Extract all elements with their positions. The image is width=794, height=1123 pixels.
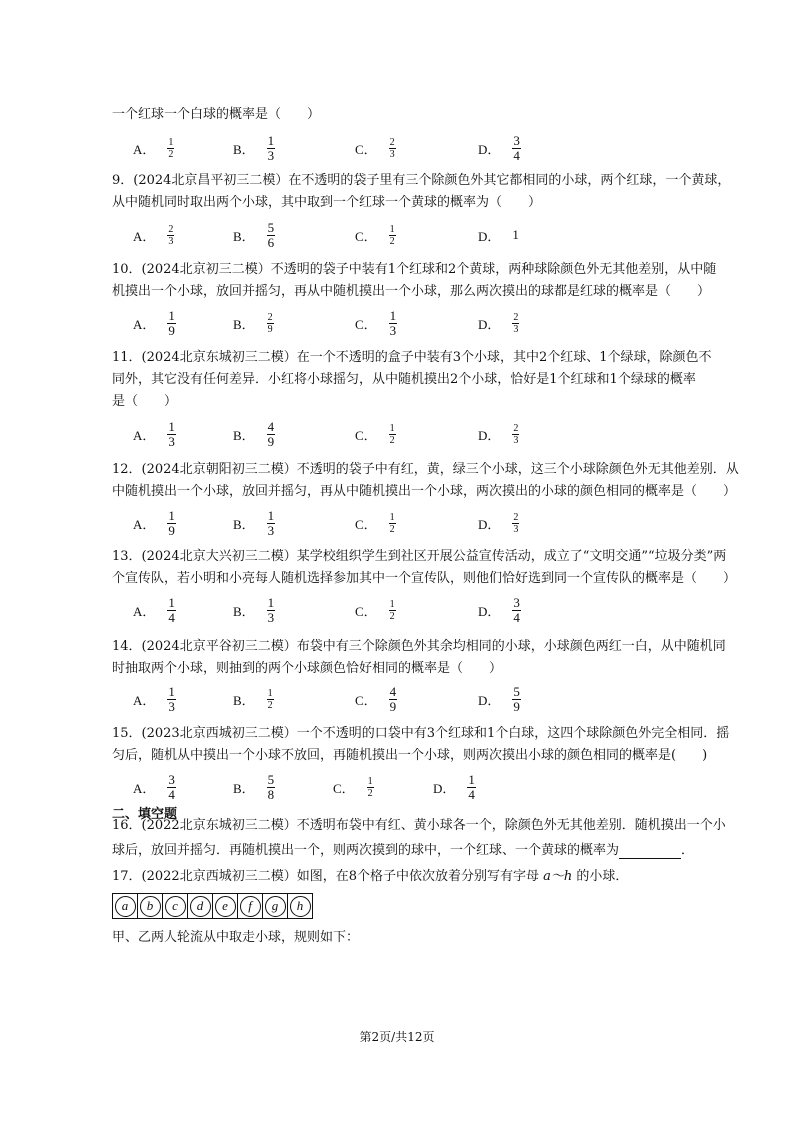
fraction bbox=[267, 221, 276, 250]
fraction-denominator: 3 bbox=[267, 609, 275, 625]
ball-h: h bbox=[290, 896, 311, 917]
fraction bbox=[389, 423, 396, 446]
fraction-denominator: 3 bbox=[389, 322, 397, 338]
answer-option[interactable] bbox=[478, 132, 521, 164]
fraction-numerator: 3 bbox=[513, 132, 520, 148]
answer-options bbox=[133, 132, 693, 164]
answer-options bbox=[133, 307, 693, 339]
option-value: 1 bbox=[512, 227, 519, 242]
answer-option[interactable] bbox=[133, 219, 174, 251]
fraction bbox=[267, 688, 274, 711]
answer-option[interactable] bbox=[478, 307, 519, 339]
option-label: C． bbox=[355, 228, 377, 244]
answer-option[interactable] bbox=[355, 418, 396, 450]
answer-option[interactable] bbox=[233, 683, 274, 715]
option-label: B． bbox=[233, 427, 255, 443]
fraction bbox=[389, 309, 398, 338]
ball-grid bbox=[112, 893, 313, 919]
answer-option[interactable] bbox=[233, 771, 275, 803]
question-text-line: 个宣传队，若小明和小亮每人随机选择参加其中一个宣传队，则他们恰好选到同一个宣传队的概率是（ ） bbox=[112, 571, 737, 586]
fraction-denominator: 2 bbox=[168, 148, 174, 160]
fraction bbox=[167, 137, 174, 160]
grid-cell bbox=[213, 894, 238, 918]
option-label: C． bbox=[355, 316, 377, 332]
fraction-numerator: 4 bbox=[267, 418, 275, 434]
option-label: D． bbox=[478, 603, 501, 619]
q16-line-2-text: 球后，放回并摇匀．再随机摸出一个，则两次摸到的球中，一个红球、一个黄球的概率为 bbox=[112, 843, 620, 858]
fraction-numerator: 1 bbox=[267, 687, 273, 699]
ball-f: f bbox=[240, 896, 261, 917]
fraction-denominator: 9 bbox=[267, 433, 275, 449]
answer-option[interactable] bbox=[333, 771, 374, 803]
answer-option[interactable] bbox=[233, 219, 275, 251]
fraction-numerator: 1 bbox=[389, 223, 395, 235]
option-label: B． bbox=[233, 141, 255, 157]
option-label: A． bbox=[133, 516, 156, 532]
fraction bbox=[167, 773, 176, 802]
fraction-numerator: 4 bbox=[389, 683, 397, 699]
fraction-denominator: 3 bbox=[513, 523, 519, 535]
option-label: B． bbox=[233, 316, 255, 332]
fraction-denominator: 2 bbox=[389, 235, 395, 247]
option-label: D． bbox=[433, 780, 456, 796]
option-label: A． bbox=[133, 603, 156, 619]
option-label: B． bbox=[233, 692, 255, 708]
grid-cell bbox=[188, 894, 213, 918]
option-label: C． bbox=[355, 516, 377, 532]
fraction-numerator: 1 bbox=[367, 775, 373, 787]
fraction bbox=[267, 312, 274, 335]
option-label: D． bbox=[478, 692, 501, 708]
answer-option[interactable] bbox=[133, 418, 176, 450]
option-label: C． bbox=[355, 427, 377, 443]
answer-option[interactable] bbox=[355, 507, 396, 539]
fraction bbox=[512, 423, 519, 446]
option-label: A． bbox=[133, 780, 156, 796]
answer-option[interactable] bbox=[478, 594, 521, 626]
ball-a: a bbox=[115, 896, 136, 917]
fraction-numerator: 1 bbox=[389, 511, 395, 523]
fraction bbox=[267, 596, 276, 625]
fraction-numerator: 3 bbox=[168, 771, 175, 787]
answer-option[interactable] bbox=[433, 771, 476, 803]
fraction-denominator: 3 bbox=[168, 433, 175, 449]
question-text-line: 14．(2024北京平谷初三二模）布袋中有三个除颜色外其余均相同的小球，小球颜色两红一白，从中随机同 bbox=[112, 639, 726, 654]
option-label: B． bbox=[233, 516, 255, 532]
answer-options bbox=[133, 418, 693, 450]
fraction-denominator: 2 bbox=[367, 787, 373, 799]
option-label: A． bbox=[133, 692, 156, 708]
fraction-numerator: 1 bbox=[267, 132, 275, 148]
answer-blank bbox=[619, 846, 681, 859]
fraction-denominator: 2 bbox=[389, 523, 395, 535]
option-label: A． bbox=[133, 427, 156, 443]
fraction bbox=[389, 137, 396, 160]
fraction-denominator: 4 bbox=[468, 786, 475, 802]
question-text-line: 15．(2023北京西城初三二模）一个不透明的口袋中有3个红球和1个白球，这四个球除颜色外完全相同．摇 bbox=[112, 726, 730, 741]
answer-option[interactable] bbox=[233, 418, 275, 450]
answer-option[interactable] bbox=[133, 594, 176, 626]
answer-option[interactable] bbox=[233, 507, 275, 539]
fraction bbox=[167, 685, 176, 714]
fraction-denominator: 4 bbox=[513, 609, 520, 625]
fraction bbox=[267, 420, 276, 449]
option-label: B． bbox=[233, 228, 255, 244]
fraction bbox=[512, 596, 521, 625]
section-heading: 二、填空题 bbox=[112, 807, 178, 822]
fraction bbox=[512, 312, 519, 335]
question-text-line: 是（ ） bbox=[112, 394, 178, 409]
answer-option[interactable] bbox=[133, 771, 176, 803]
question-text-line: 11．(2024北京东城初三二模）在一个不透明的盒子中装有3个小球，其中2个红球、1个绿球，除颜色不 bbox=[112, 350, 712, 365]
fraction-denominator: 4 bbox=[513, 147, 520, 163]
fraction bbox=[167, 420, 176, 449]
answer-option[interactable] bbox=[233, 594, 275, 626]
fraction bbox=[467, 773, 476, 802]
fraction bbox=[512, 134, 521, 163]
ball-b: b bbox=[140, 896, 161, 917]
answer-options bbox=[133, 507, 693, 539]
fraction-numerator: 5 bbox=[267, 771, 275, 787]
answer-option[interactable] bbox=[133, 507, 176, 539]
option-label: D． bbox=[478, 228, 501, 244]
option-label: C． bbox=[355, 692, 377, 708]
fraction bbox=[389, 512, 396, 535]
fraction bbox=[389, 685, 398, 714]
q16-line-2: 球后，放回并摇匀．再随机摸出一个，则两次摸到的球中，一个红球、一个黄球的概率为 ． bbox=[112, 843, 695, 858]
answer-option[interactable] bbox=[478, 507, 519, 539]
q16-line-1: 16．(2022北京东城初三二模）不透明布袋中有红、黄小球各一个，除颜色外无其他差别．随机摸出一个小 bbox=[112, 818, 726, 833]
grid-cell bbox=[263, 894, 288, 918]
q17-line-2: 甲、乙两人轮流从中取走小球，规则如下： bbox=[112, 930, 360, 945]
fraction-denominator: 3 bbox=[513, 323, 519, 335]
question-text-line: 10．(2024北京初三二模）不透明的袋子中装有1个红球和2个黄球，两种球除颜色外无其他差别，从中随 bbox=[112, 262, 717, 277]
fraction-denominator: 3 bbox=[267, 522, 275, 538]
answer-option[interactable] bbox=[233, 132, 275, 164]
question-text-line: 中随机摸出一个小球，放回并摇匀，再从中随机摸出一个小球，两次摸出的小球的颜色相同的概率是（ ） bbox=[112, 484, 737, 499]
question-text-line: 13．(2024北京大兴初三二模）某学校组织学生到社区开展公益宣传活动，成立了“文明交通”“垃圾分类”两 bbox=[112, 549, 727, 564]
fraction-denominator: 2 bbox=[389, 434, 395, 446]
grid-cell bbox=[138, 894, 163, 918]
answer-option[interactable] bbox=[478, 683, 521, 715]
answer-option[interactable] bbox=[355, 307, 397, 339]
answer-option[interactable] bbox=[133, 683, 176, 715]
option-label: D． bbox=[478, 316, 501, 332]
fraction-numerator: 1 bbox=[468, 771, 475, 787]
fraction bbox=[267, 509, 276, 538]
ball-d: d bbox=[190, 896, 211, 917]
fraction bbox=[389, 224, 396, 247]
fraction-denominator: 4 bbox=[168, 609, 175, 625]
fraction-numerator: 5 bbox=[513, 683, 520, 699]
fraction bbox=[267, 134, 276, 163]
fraction-numerator: 1 bbox=[389, 598, 395, 610]
q17-line-1: 17．(2022北京西城初三二模）如图，在8个格子中依次放着分别写有字母 a～h 的小球． bbox=[112, 869, 629, 884]
fraction-numerator: 2 bbox=[168, 223, 174, 235]
fraction-numerator: 2 bbox=[513, 511, 519, 523]
fraction-denominator: 2 bbox=[389, 610, 395, 622]
fraction bbox=[167, 596, 176, 625]
answer-options bbox=[133, 771, 693, 803]
fraction-denominator: 6 bbox=[267, 234, 275, 250]
fraction-numerator: 1 bbox=[267, 507, 275, 523]
option-label: D． bbox=[478, 141, 501, 157]
answer-options bbox=[133, 683, 693, 715]
fraction bbox=[512, 685, 521, 714]
answer-option[interactable] bbox=[355, 219, 396, 251]
question-text-line: 时抽取两个小球，则抽到的两个小球颜色恰好相同的概率是（ ） bbox=[112, 661, 503, 676]
fraction-denominator: 3 bbox=[168, 235, 174, 247]
answer-options bbox=[133, 219, 693, 251]
fraction-numerator: 3 bbox=[513, 594, 520, 610]
answer-options bbox=[133, 594, 693, 626]
answer-option[interactable] bbox=[233, 307, 274, 339]
ball-e: e bbox=[215, 896, 236, 917]
fraction bbox=[389, 599, 396, 622]
fraction-numerator: 1 bbox=[168, 307, 175, 323]
fraction-numerator: 2 bbox=[267, 311, 273, 323]
page-footer: 第2页/共12页 bbox=[359, 1030, 435, 1044]
fraction bbox=[167, 224, 174, 247]
fraction bbox=[367, 776, 374, 799]
fraction-denominator: 2 bbox=[267, 699, 273, 711]
fraction-numerator: 1 bbox=[168, 594, 175, 610]
question-text-line: 从中随机同时取出两个小球，其中取到一个红球一个黄球的概率为（ ） bbox=[112, 195, 542, 210]
option-label: A． bbox=[133, 141, 156, 157]
answer-option[interactable] bbox=[355, 683, 397, 715]
fraction-denominator: 8 bbox=[267, 786, 275, 802]
answer-option[interactable] bbox=[355, 594, 396, 626]
fraction-denominator: 9 bbox=[513, 698, 520, 714]
fraction-denominator: 3 bbox=[513, 434, 519, 446]
answer-option[interactable] bbox=[478, 219, 519, 251]
option-label: B． bbox=[233, 780, 255, 796]
fraction-denominator: 9 bbox=[389, 698, 397, 714]
fraction-numerator: 1 bbox=[168, 418, 175, 434]
fraction-numerator: 1 bbox=[168, 136, 174, 148]
grid-cell bbox=[288, 894, 312, 918]
question-text-line: 9．(2024北京昌平初三二模）在不透明的袋子里有三个除颜色外其它都相同的小球，两个红球，一个黄球， bbox=[112, 173, 731, 188]
fraction-numerator: 2 bbox=[513, 311, 519, 323]
fraction-denominator: 3 bbox=[168, 698, 175, 714]
answer-option[interactable] bbox=[133, 132, 174, 164]
option-label: C． bbox=[355, 141, 377, 157]
option-label: A． bbox=[133, 316, 156, 332]
fraction bbox=[167, 309, 176, 338]
answer-option[interactable] bbox=[355, 132, 396, 164]
question-text-line: 同外，其它没有任何差异．小红将小球摇匀，从中随机摸出2个小球，恰好是1个红球和1个绿球的概率 bbox=[112, 372, 696, 387]
fraction-denominator: 9 bbox=[267, 323, 273, 335]
fraction-numerator: 1 bbox=[168, 507, 175, 523]
letter-range: a～h bbox=[543, 869, 573, 884]
fraction-numerator: 2 bbox=[389, 136, 395, 148]
fraction-numerator: 2 bbox=[513, 422, 519, 434]
fraction-numerator: 1 bbox=[389, 422, 395, 434]
question-text-line: 12．(2024北京朝阳初三二模）不透明的袋子中有红，黄，绿三个小球，这三个小球除颜色外无其他差别．从 bbox=[112, 462, 739, 477]
answer-option[interactable] bbox=[478, 418, 519, 450]
option-label: C． bbox=[355, 603, 377, 619]
fraction-numerator: 1 bbox=[267, 594, 275, 610]
fraction-numerator: 5 bbox=[267, 219, 275, 235]
fraction-denominator: 9 bbox=[168, 322, 175, 338]
question-text-line: 匀后，随机从中摸出一个小球不放回，再随机摸出一个小球，则两次摸出小球的颜色相同的概率是( ) bbox=[112, 748, 708, 763]
option-label: A． bbox=[133, 228, 156, 244]
fraction-denominator: 3 bbox=[267, 147, 275, 163]
fraction-denominator: 3 bbox=[389, 148, 395, 160]
option-label: D． bbox=[478, 516, 501, 532]
grid-cell bbox=[113, 894, 138, 918]
fraction bbox=[167, 509, 176, 538]
option-label: B． bbox=[233, 603, 255, 619]
grid-cell bbox=[163, 894, 188, 918]
answer-option[interactable] bbox=[133, 307, 176, 339]
fraction-numerator: 1 bbox=[168, 683, 175, 699]
ball-c: c bbox=[165, 896, 186, 917]
fraction-denominator: 9 bbox=[168, 522, 175, 538]
option-label: C． bbox=[333, 780, 355, 796]
fraction-numerator: 1 bbox=[389, 307, 397, 323]
question-text-line: 一个红球一个白球的概率是（ ） bbox=[112, 107, 321, 122]
question-text-line: 机摸出一个小球，放回并摇匀，再从中随机摸出一个小球，那么两次摸出的球都是红球的概率是（ ） bbox=[112, 284, 711, 299]
fraction-denominator: 4 bbox=[168, 786, 175, 802]
fraction bbox=[512, 512, 519, 535]
grid-cell bbox=[238, 894, 263, 918]
option-label: D． bbox=[478, 427, 501, 443]
fraction bbox=[267, 773, 276, 802]
ball-g: g bbox=[265, 896, 286, 917]
